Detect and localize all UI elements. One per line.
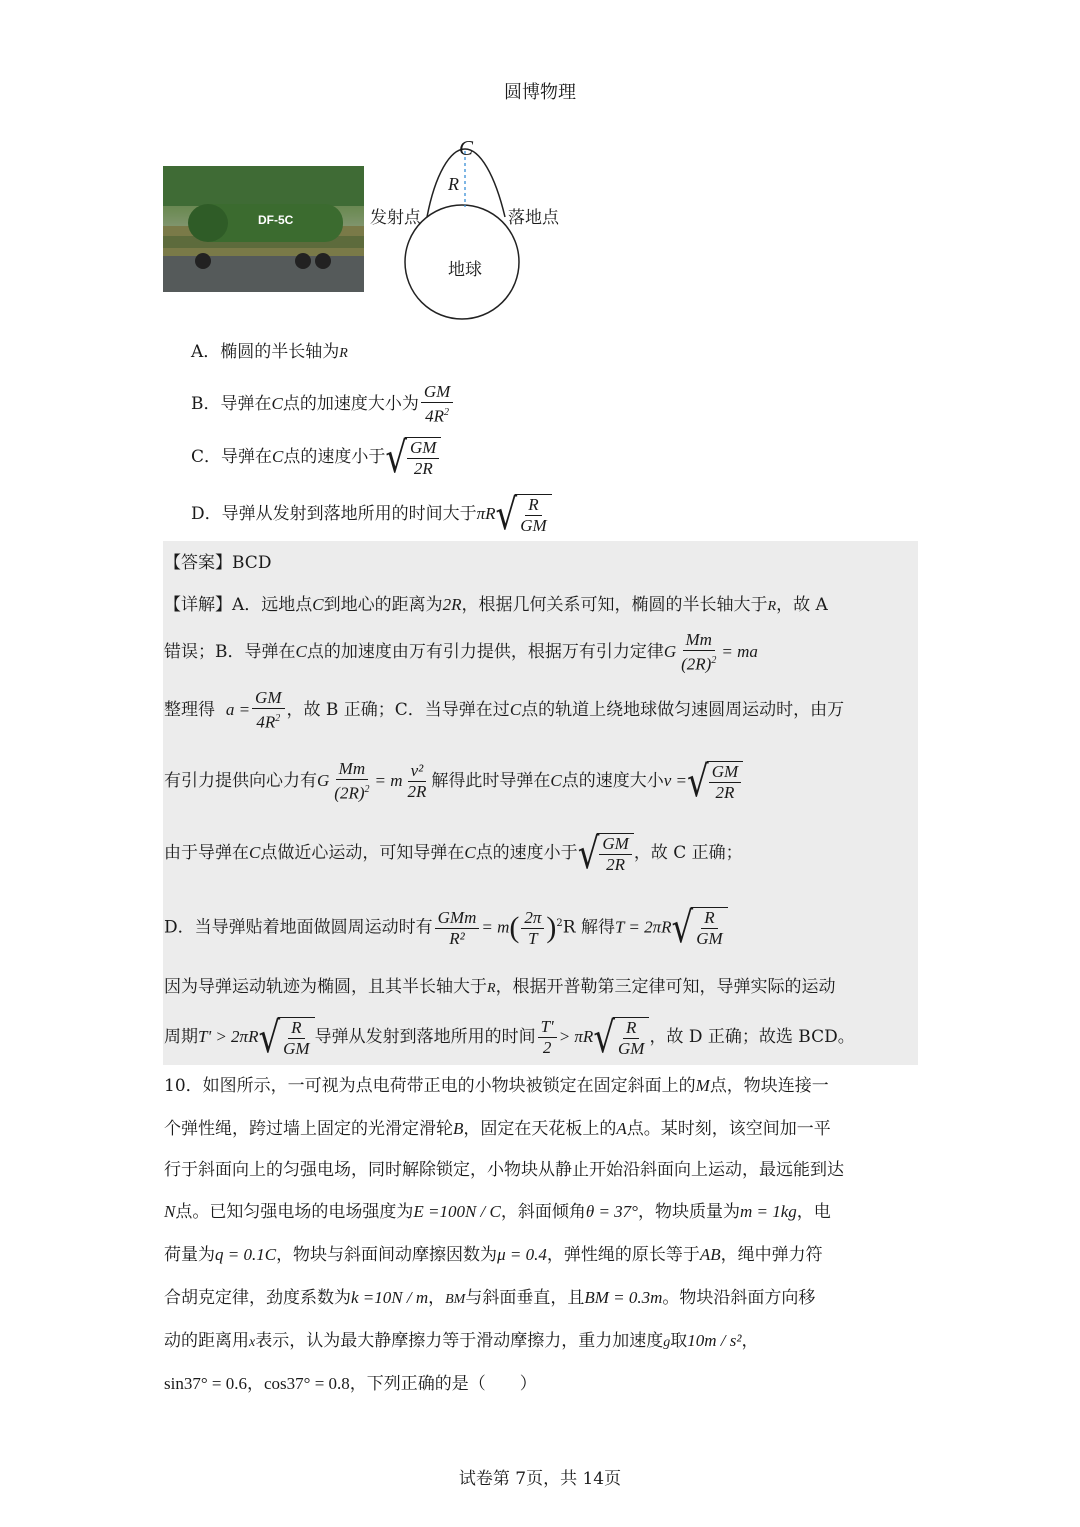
label-earth: 地球 <box>448 260 482 280</box>
label-c: C <box>459 136 474 160</box>
answer-line-5: 由于导弹在C点做近心运动，可知导弹在C点的速度小于 √ $\frac{GM}{2R}$ ，故 C 正确； <box>164 828 743 879</box>
q10-line-8: sin37° = 0.6，cos37° = 0.8，下列正确的是（ ） <box>164 1374 537 1394</box>
page-header: 圆博物理 <box>504 82 576 103</box>
option-c: C．导弹在C点的速度小于 √ $\frac{GM}{2R}$ <box>191 433 441 481</box>
q10-line-1: 10．如图所示，一可视为点电荷带正电的小物块被锁定在固定斜面上的M点，物块连接一 <box>164 1076 829 1096</box>
q10-line-2: 个弹性绳，跨过墙上固定的光滑定滑轮B，固定在天花板上的A点。某时刻，该空间加一平 <box>164 1119 831 1139</box>
q10-line-3: 行于斜面向上的匀强电场，同时解除锁定，小物块从静止开始沿斜面向上运动，最远能到达 <box>164 1160 844 1180</box>
option-d: D．导弹从发射到落地所用的时间大于πR √ $\frac{R}{GM}$ <box>191 490 552 538</box>
label-landing: 落地点 <box>508 208 559 228</box>
answer-line-3: 整理得 a = $\frac{GM}{4R^2}$ ，故 B 正确；C．当导弹在过C点的轨道上绕地球做匀速圆周运动时，由万 <box>164 688 845 732</box>
label-r: R <box>448 174 459 194</box>
page-footer: 试卷第 7页，共 14页 <box>458 1469 622 1489</box>
answer-line-1: 【详解】A．远地点C到地心的距离为2R，根据几何关系可知，椭圆的半长轴大于R，故 A <box>164 595 828 615</box>
q10-line-6: 合胡克定律，劲度系数为k =10N / m，BM与斜面垂直，且BM = 0.3m。物块沿斜面方向移 <box>164 1288 816 1308</box>
answer-line-8: 周期T' > 2πR √ $\frac{R}{GM}$ 导弹从发射到落地所用的时间 $\frac{T'}{2}$ > πR √ $\frac{R}{GM}$ ，故 D 正确；故选 BCD。 <box>164 1012 855 1063</box>
missile-photo <box>163 166 364 292</box>
answer-line-4: 有引力提供向心力有G $\frac{Mm}{(2R)^2}$ = m $\frac{\text{v²}}{2R}$ 解得此时导弹在C点的速度大小v = √ $\frac{GM}{2R}$ <box>164 755 743 807</box>
answer-line-7: 因为导弹运动轨迹为椭圆，且其半长轴大于R，根据开普勒第三定律可知，导弹实际的运动 <box>164 977 836 997</box>
orbit-diagram <box>365 135 595 325</box>
missile-label: DF-5C <box>258 213 294 227</box>
answer-line-6: D．当导弹贴着地面做圆周运动时有 $\frac{\text{GMm}}{\text{R²}}$ = m( $\frac{2\pi}{T}$ )$^2$R 解得T = 2πR √ $\frac{R}{GM}$ <box>164 898 728 954</box>
answer-label: 【答案】BCD <box>164 553 272 573</box>
option-a: A．椭圆的半长轴为R <box>191 342 348 362</box>
answer-line-2: 错误；B．导弹在C点的加速度由万有引力提供，根据万有引力定律G $\frac{Mm}{(2R)^2}$ = ma <box>164 630 758 674</box>
q10-line-7: 动的距离用x表示，认为最大静摩擦力等于滑动摩擦力，重力加速度g取10m / s²， <box>164 1331 759 1351</box>
option-b: B．导弹在C点的加速度大小为 $\frac{GM}{4R^2}$ <box>191 380 455 428</box>
missile-illustration <box>163 166 364 292</box>
label-launch: 发射点 <box>370 208 421 228</box>
q10-line-4: N点。已知匀强电场的电场强度为E =100N / C，斜面倾角θ = 37°，物块质量为m = 1kg，电 <box>164 1202 831 1222</box>
q10-line-5: 荷量为q = 0.1C，物块与斜面间动摩擦因数为μ = 0.4，弹性绳的原长等于AB，绳中弹力符 <box>164 1245 823 1265</box>
